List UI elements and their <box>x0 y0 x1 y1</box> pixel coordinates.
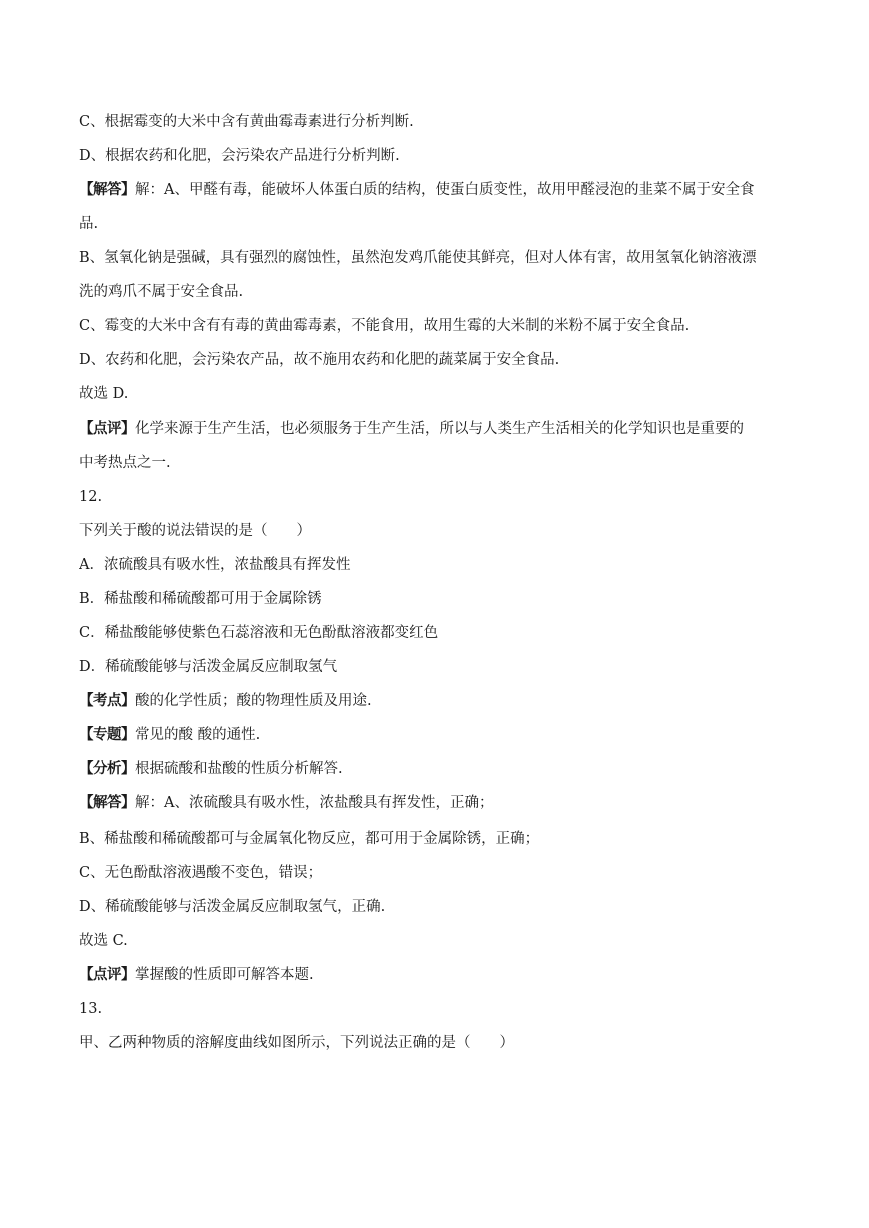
option-d: D．稀硫酸能够与活泼金属反应制取氢气 <box>79 659 338 675</box>
option-a: A．浓硫酸具有吸水性，浓盐酸具有挥发性 <box>79 557 351 573</box>
text-line: B、稀盐酸和稀硫酸都可与金属氧化物反应，都可用于金属除锈，正确； <box>79 831 540 847</box>
section-tag: 【解答】 <box>79 181 135 198</box>
text-line: 中考热点之一. <box>79 455 171 471</box>
text-line: 【点评】掌握酸的性质即可解答本题. <box>79 966 314 983</box>
question-stem: 下列关于酸的说法错误的是（ ） <box>79 523 311 539</box>
section-tag: 【解答】 <box>79 794 135 811</box>
text-line: 品. <box>79 216 99 232</box>
text-line: C、无色酚酞溶液遇酸不变色，错误； <box>79 865 323 881</box>
section-tag: 【点评】 <box>79 966 135 983</box>
text-line: 故选 C. <box>79 933 128 949</box>
text-line: 【分析】根据硫酸和盐酸的性质分析解答. <box>79 760 343 777</box>
text-line: D、根据农药和化肥，会污染农产品进行分析判断. <box>79 148 400 164</box>
text-line: D、稀硫酸能够与活泼金属反应制取氢气，正确. <box>79 899 386 915</box>
text-line: C、霉变的大米中含有有毒的黄曲霉毒素，不能食用，故用生霉的大米制的米粉不属于安全食品. <box>79 318 690 334</box>
text-line: B、氢氧化钠是强碱，具有强烈的腐蚀性，虽然泡发鸡爪能使其鲜亮，但对人体有害，故用氢氧化钠溶液漂 <box>79 250 757 266</box>
section-tag: 【考点】 <box>79 692 135 709</box>
text-line: D、农药和化肥，会污染农产品，故不施用农药和化肥的蔬菜属于安全食品. <box>79 352 560 368</box>
text-line: 洗的鸡爪不属于安全食品. <box>79 284 244 300</box>
question-stem: 甲、乙两种物质的溶解度曲线如图所示，下列说法正确的是（ ） <box>79 1035 514 1051</box>
section-tag: 【分析】 <box>79 760 135 777</box>
option-c: C．稀盐酸能够使紫色石蕊溶液和无色酚酞溶液都变红色 <box>79 625 439 641</box>
text-line: 【考点】酸的化学性质；酸的物理性质及用途. <box>79 692 372 709</box>
text-line: C、根据霉变的大米中含有黄曲霉毒素进行分析判断. <box>79 114 414 130</box>
text-line: 【专题】常见的酸 酸的通性. <box>79 726 261 743</box>
option-b: B．稀盐酸和稀硫酸都可用于金属除锈 <box>79 591 322 607</box>
section-tag: 【点评】 <box>79 420 135 437</box>
section-tag: 【专题】 <box>79 726 135 743</box>
text-line: 【点评】化学来源于生产生活，也必须服务于生产生活，所以与人类生产生活相关的化学知识也是重要的 <box>79 420 744 437</box>
text-line: 【解答】解：A、甲醛有毒，能破坏人体蛋白质的结构，使蛋白质变性，故用甲醛浸泡的韭菜不属于安全食 <box>79 181 755 198</box>
text-line: 故选 D. <box>79 386 129 402</box>
question-number: 12. <box>79 489 103 505</box>
text-line: 【解答】解：A、浓硫酸具有吸水性，浓盐酸具有挥发性，正确； <box>79 794 494 811</box>
question-number: 13. <box>79 1001 103 1017</box>
